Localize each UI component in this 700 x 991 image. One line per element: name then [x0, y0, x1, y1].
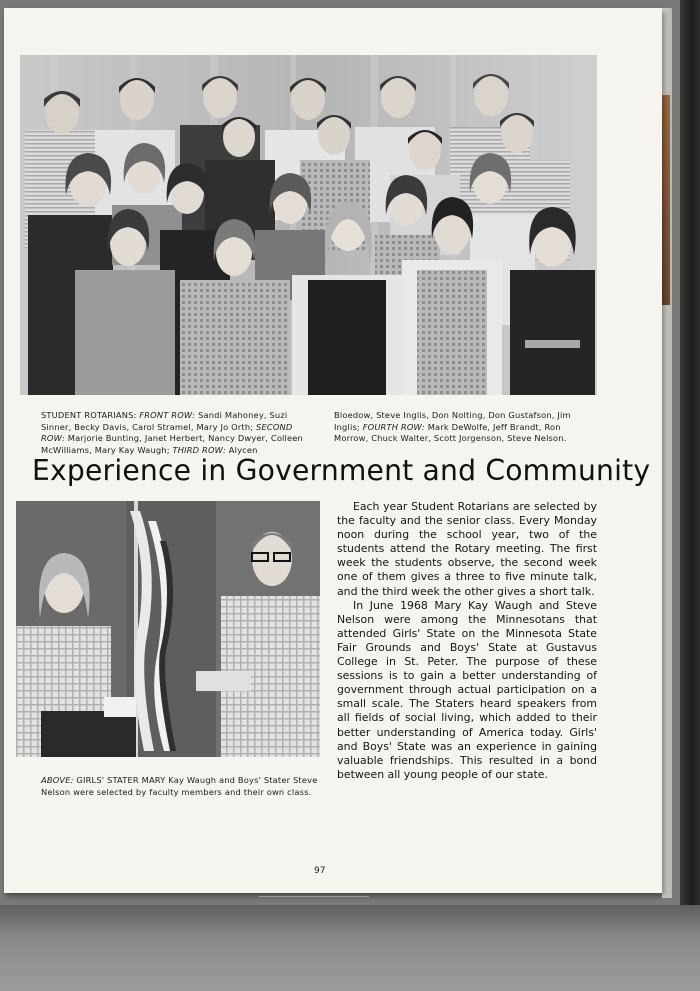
yearbook-page [4, 8, 662, 893]
scan-background [0, 905, 700, 991]
page-rule [259, 896, 369, 897]
row-label: SECOND ROW: [41, 421, 293, 443]
group-photo-image [20, 55, 597, 395]
staters-photo-image [16, 501, 320, 757]
article-body [337, 500, 597, 782]
caption-label: STUDENT ROTARIANS: [41, 410, 137, 420]
caption-label: ABOVE: [41, 775, 74, 785]
article-paragraph: Each year Student Rotarians are selected by the faculty and the senior class. Every Monday noon during the school year, two of the students attend the Rotary meeting. The first week the students observe, the second week one of them gives a three to five minute talk, and the third week the other gives a short talk. [337, 500, 597, 598]
group-photo-caption-left [41, 410, 313, 456]
row-names: Marjorie Bunting, Janet Herbert, Nancy Dwyer, Colleen McWilliams, Mary Kay Waugh; [41, 433, 303, 455]
article-paragraph: In June 1968 Mary Kay Waugh and Steve Nelson were among the Minnesotans that attended Girls' State on the Minnesota State Fair Grounds and Boys' State at Gustavus College in St. Peter. The purpose of these sessions is to gain a better understanding of government through actual participation on a small scale. The Staters heard speakers from all fields of social living, which added to their better understanding of America today. Girls' and Boys' State was an experience in gaining valuable friendships. This resulted in a bond between all young people of our state. [337, 598, 597, 781]
caption-text: GIRLS' STATER MARY Kay Waugh and Boys' Stater Steve Nelson were selected by faculty members and their own class. [41, 775, 318, 797]
staters-photo-caption [41, 775, 318, 798]
row-names: Bloedow, Steve Inglis, Don Nolting, Don Gustafson, Jim Inglis; [334, 410, 571, 432]
book-spine [680, 0, 700, 905]
row-names: Sandi Mahoney, Suzi Sinner, Becky Davis, Carol Stramel, Mary Jo Orth; [41, 410, 288, 432]
page-number: 97 [314, 866, 326, 876]
group-photo [20, 55, 597, 395]
page-headline: Experience in Government and Community [32, 454, 651, 487]
group-photo-caption-right [334, 410, 596, 445]
row-label: THIRD ROW: [172, 444, 226, 455]
row-label: FRONT ROW: [139, 410, 196, 420]
row-label: FOURTH ROW: [362, 421, 425, 432]
staters-photo [16, 501, 320, 757]
row-names: Mark DeWolfe, Jeff Brandt, Ron Morrow, Chuck Walter, Scott Jorgenson, Steve Nelson. [334, 421, 567, 443]
row-names: Alycen [228, 444, 258, 455]
